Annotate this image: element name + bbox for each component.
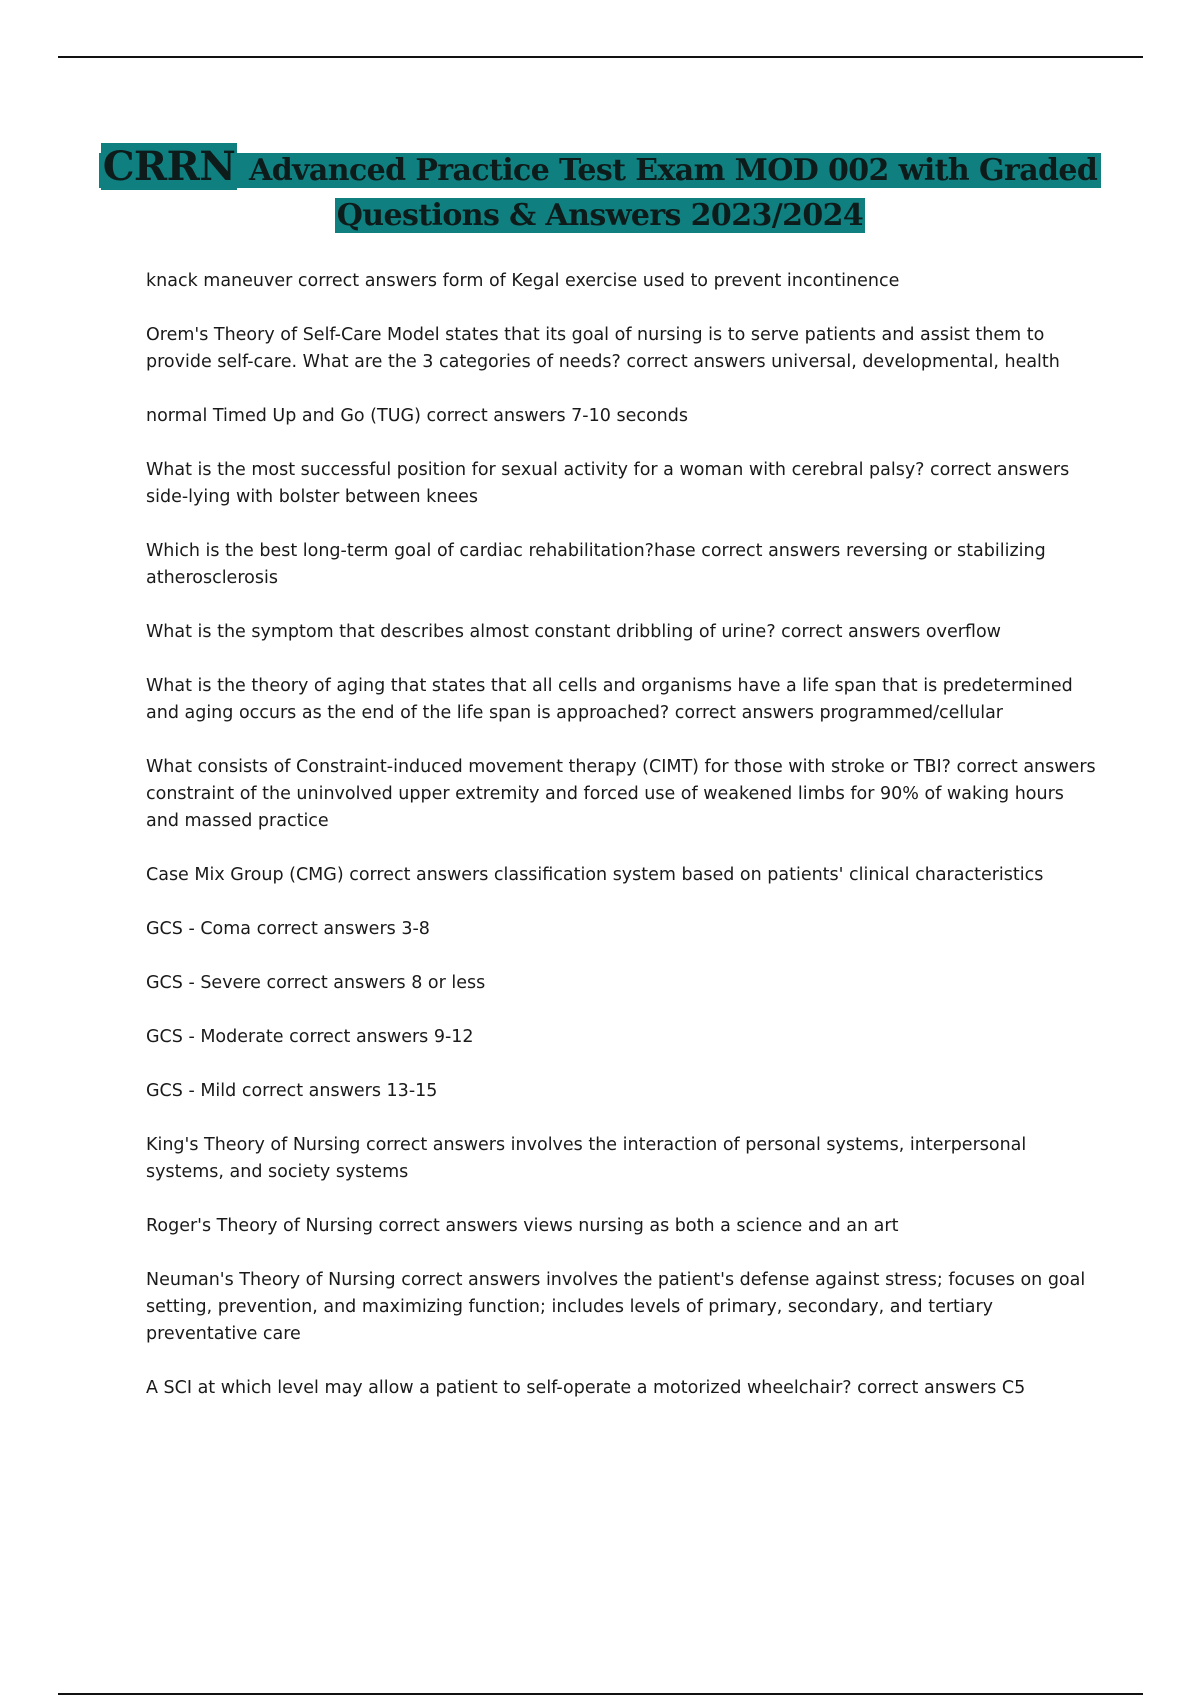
title-acronym: CRRN	[102, 143, 236, 190]
qa-item: What is the theory of aging that states that all cells and organisms have a life span that is predetermined and aging occurs as the end of the life span is approached? correct answers programmed/cellular	[146, 676, 1073, 723]
qa-item: GCS - Mild correct answers 13-15	[146, 1081, 438, 1101]
qa-item: Which is the best long-term goal of cardiac rehabilitation?hase correct answers reversing or stabilizing atherosclerosis	[146, 541, 1046, 588]
qa-item: Neuman's Theory of Nursing correct answers involves the patient's defense against stress; focuses on goal setting, prevention, and maximizing function; includes levels of primary, secondary, and tertiary preventative care	[146, 1270, 1086, 1344]
title-line-2	[60, 193, 1140, 238]
qa-item: GCS - Severe correct answers 8 or less	[146, 973, 486, 993]
qa-item: knack maneuver correct answers form of Kegal exercise used to prevent incontinence	[146, 271, 900, 291]
qa-item: A SCI at which level may allow a patient to self-operate a motorized wheelchair? correct answers C5	[146, 1378, 1026, 1398]
qa-item: King's Theory of Nursing correct answers involves the interaction of personal systems, interpersonal systems, and society systems	[146, 1135, 1027, 1182]
qa-item: Roger's Theory of Nursing correct answers views nursing as both a science and an art	[146, 1216, 899, 1236]
qa-item: GCS - Coma correct answers 3-8	[146, 919, 430, 939]
qa-item: normal Timed Up and Go (TUG) correct answers 7-10 seconds	[146, 406, 688, 426]
qa-item: Case Mix Group (CMG) correct answers classification system based on patients' clinical characteristics	[146, 865, 1044, 885]
qa-item: GCS - Moderate correct answers 9-12	[146, 1027, 474, 1047]
qa-item: What consists of Constraint-induced movement therapy (CIMT) for those with stroke or TBI? correct answers constraint of the uninvolved upper extremity and forced use of weakened limbs for 90% of waking hours and massed practice	[146, 757, 1096, 831]
top-rule	[58, 56, 1143, 58]
qa-list	[146, 268, 1096, 1429]
qa-item: Orem's Theory of Self-Care Model states that its goal of nursing is to serve patients and assist them to provide self-care. What are the 3 categories of needs? correct answers universal, developmental, health	[146, 325, 1060, 372]
bottom-rule	[58, 1693, 1143, 1695]
title-second-line: Questions & Answers 2023/2024	[336, 198, 864, 233]
qa-item: What is the most successful position for sexual activity for a woman with cerebral palsy? correct answers side-lying with bolster between knees	[146, 460, 1070, 507]
title-rest: Advanced Practice Test Exam MOD 002 with Graded	[239, 153, 1098, 188]
qa-item: What is the symptom that describes almost constant dribbling of urine? correct answers overflow	[146, 622, 1001, 642]
document-title	[60, 144, 1140, 238]
title-line-1	[60, 144, 1140, 193]
